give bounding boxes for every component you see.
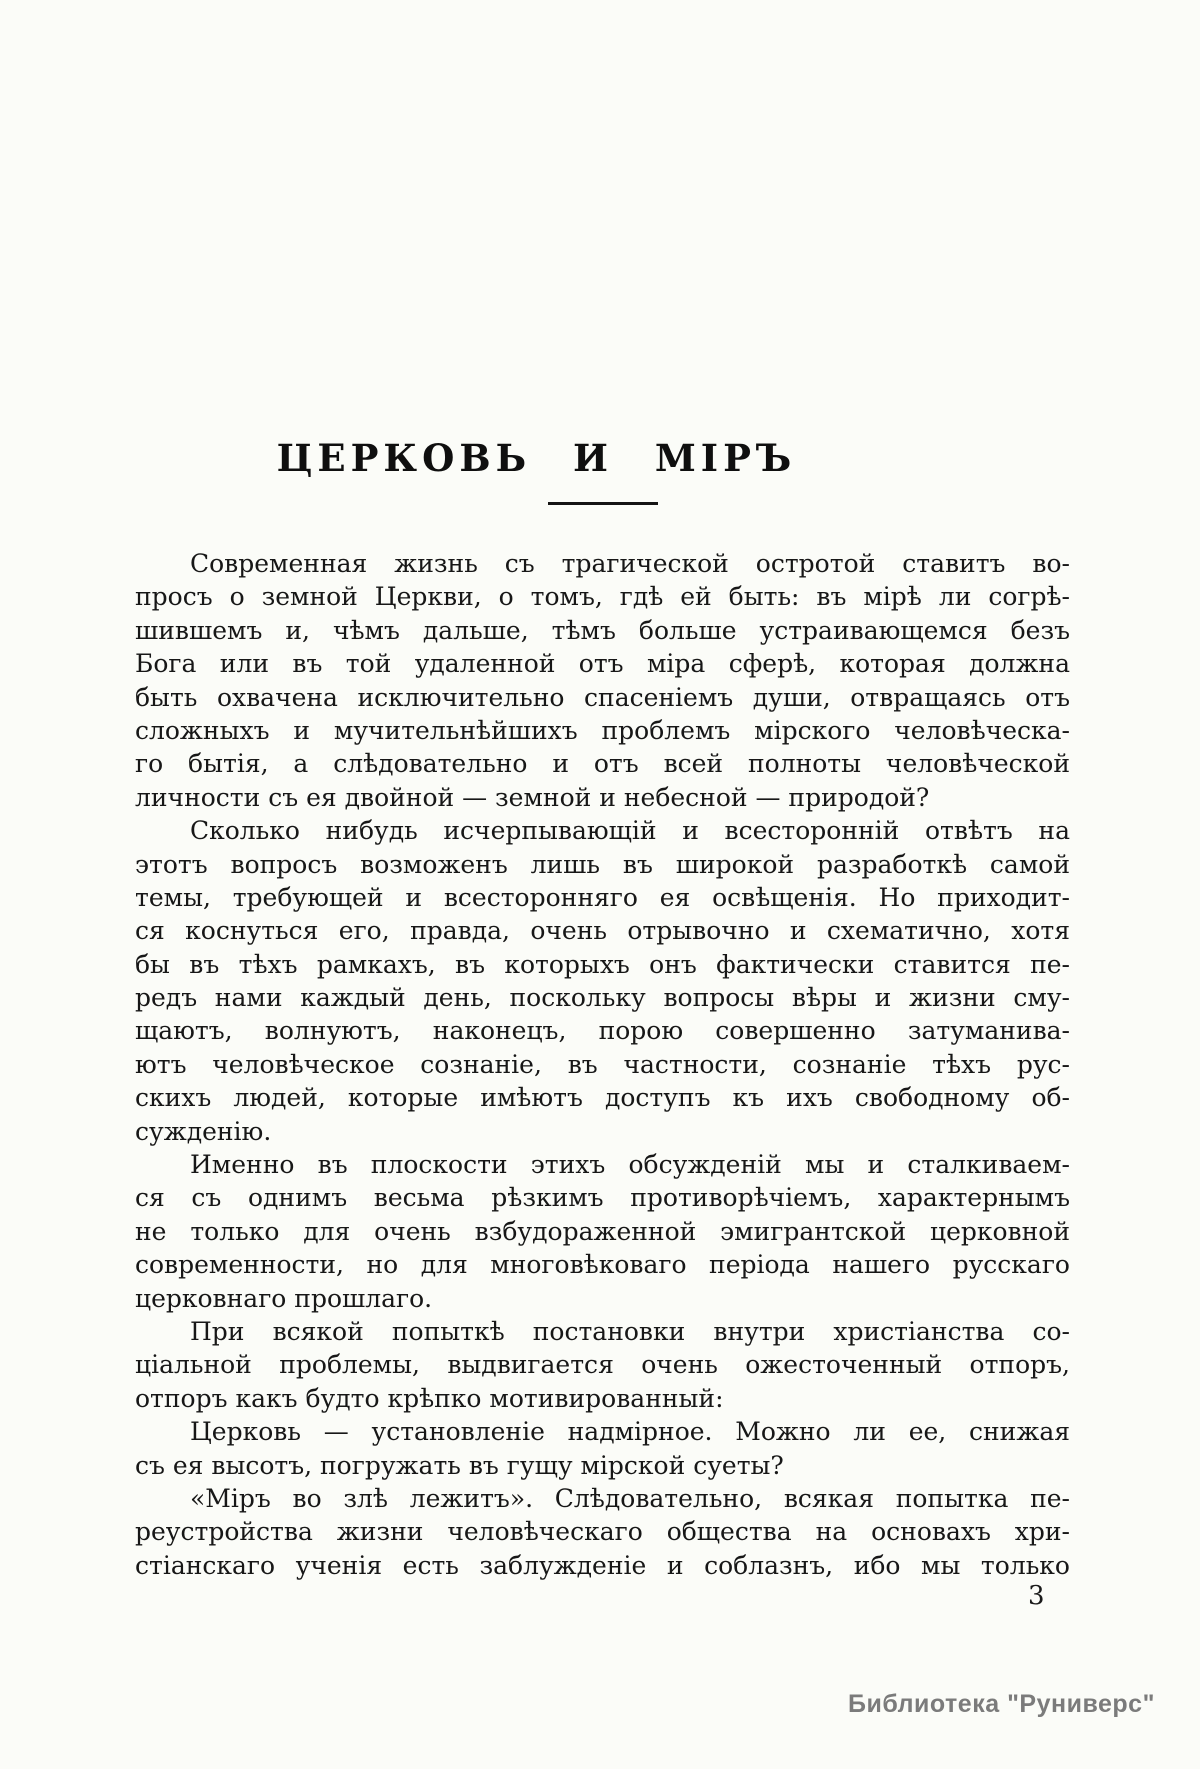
text-line: ціальной проблемы, выдвигается очень ожесточенный отпоръ, [135,1350,1070,1380]
paragraph [135,1315,1070,1415]
text-line: быть охвачена исключительно спасеніемъ души, отвращаясь отъ [135,682,1070,712]
text-line: темы, требующей и всесторонняго ея освѣщенія. Но приходит- [135,882,1070,912]
text-line: «Міръ во злѣ лежитъ». Слѣдовательно, всякая попытка пе- [190,1483,1070,1513]
text-line: Именно въ плоскости этихъ обсужденій мы и сталкиваем- [190,1150,1070,1180]
text-line: стіанскаго ученія есть заблужденіе и соблазнъ, ибо мы только [135,1550,1070,1580]
text-line: Сколько нибудь исчерпывающій и всесторонній отвѣтъ на [190,816,1070,846]
text-line: бы въ тѣхъ рамкахъ, въ которыхъ онъ фактически ставится пе- [135,949,1070,979]
text-line: скихъ людей, которые имѣютъ доступъ къ ихъ свободному об- [135,1083,1070,1113]
text-block [135,436,1070,1582]
body-text [135,547,1070,1582]
text-line: щаютъ, волнуютъ, наконецъ, порою совершенно затуманива- [135,1016,1070,1046]
watermark: Библиотека "Руниверс" [848,1690,1155,1718]
page-number: 3 [1028,1581,1045,1611]
paragraph [135,1482,1070,1582]
text-line: сложныхъ и мучительнѣйшихъ проблемъ мірского человѣческа- [135,715,1070,745]
text-line: современности, но для многовѣковаго періода нашего русскаго [135,1250,1070,1280]
text-line: Современная жизнь съ трагической остротой ставитъ во- [190,549,1070,578]
text-line: сужденію. [135,1116,272,1146]
paragraph [135,547,1070,814]
text-line: ютъ человѣческое сознаніе, въ частности, сознаніе тѣхъ рус- [135,1049,1070,1079]
text-line: редъ нами каждый день, поскольку вопросы вѣры и жизни сму- [135,983,1070,1013]
text-line: Церковь — установленіе надмірное. Можно ли ее, снижая [190,1417,1070,1447]
paragraph [135,814,1070,1148]
paragraph [135,1415,1070,1482]
text-line: ся съ однимъ весьма рѣзкимъ противорѣчіемъ, характернымъ [135,1183,1070,1213]
text-line: этотъ вопросъ возможенъ лишь въ широкой разработкѣ самой [135,849,1070,879]
paragraph [135,1148,1070,1315]
text-line: При всякой попыткѣ постановки внутри христіанства со- [190,1316,1070,1346]
chapter-title: ЦЕРКОВЬ И МІРЪ [276,436,797,480]
title-rule-divider [548,502,658,505]
text-line: шившемъ и, чѣмъ дальше, тѣмъ больше устраивающемся безъ [135,615,1070,645]
text-line: ся коснуться его, правда, очень отрывочно и схематично, хотя [135,916,1070,946]
text-line: реустройства жизни человѣческаго общества на основахъ хри- [135,1517,1070,1547]
text-line: го бытія, а слѣдовательно и отъ всей полноты человѣческой [135,749,1070,779]
text-line: церковнаго прошлаго. [135,1283,433,1313]
text-line: не только для очень взбудораженной эмигрантской церковной [135,1216,1070,1246]
text-line: просъ о земной Церкви, о томъ, гдѣ ей быть: въ мірѣ ли согрѣ- [135,582,1070,612]
text-line: Бога или въ той удаленной отъ міра сферѣ, которая должна [135,649,1070,679]
text-line: отпоръ какъ будто крѣпко мотивированный: [135,1383,724,1413]
text-line: личности съ ея двойной — земной и небесной — природой? [135,782,930,812]
text-line: съ ея высотъ, погружать въ гущу мірской суеты? [135,1450,784,1480]
